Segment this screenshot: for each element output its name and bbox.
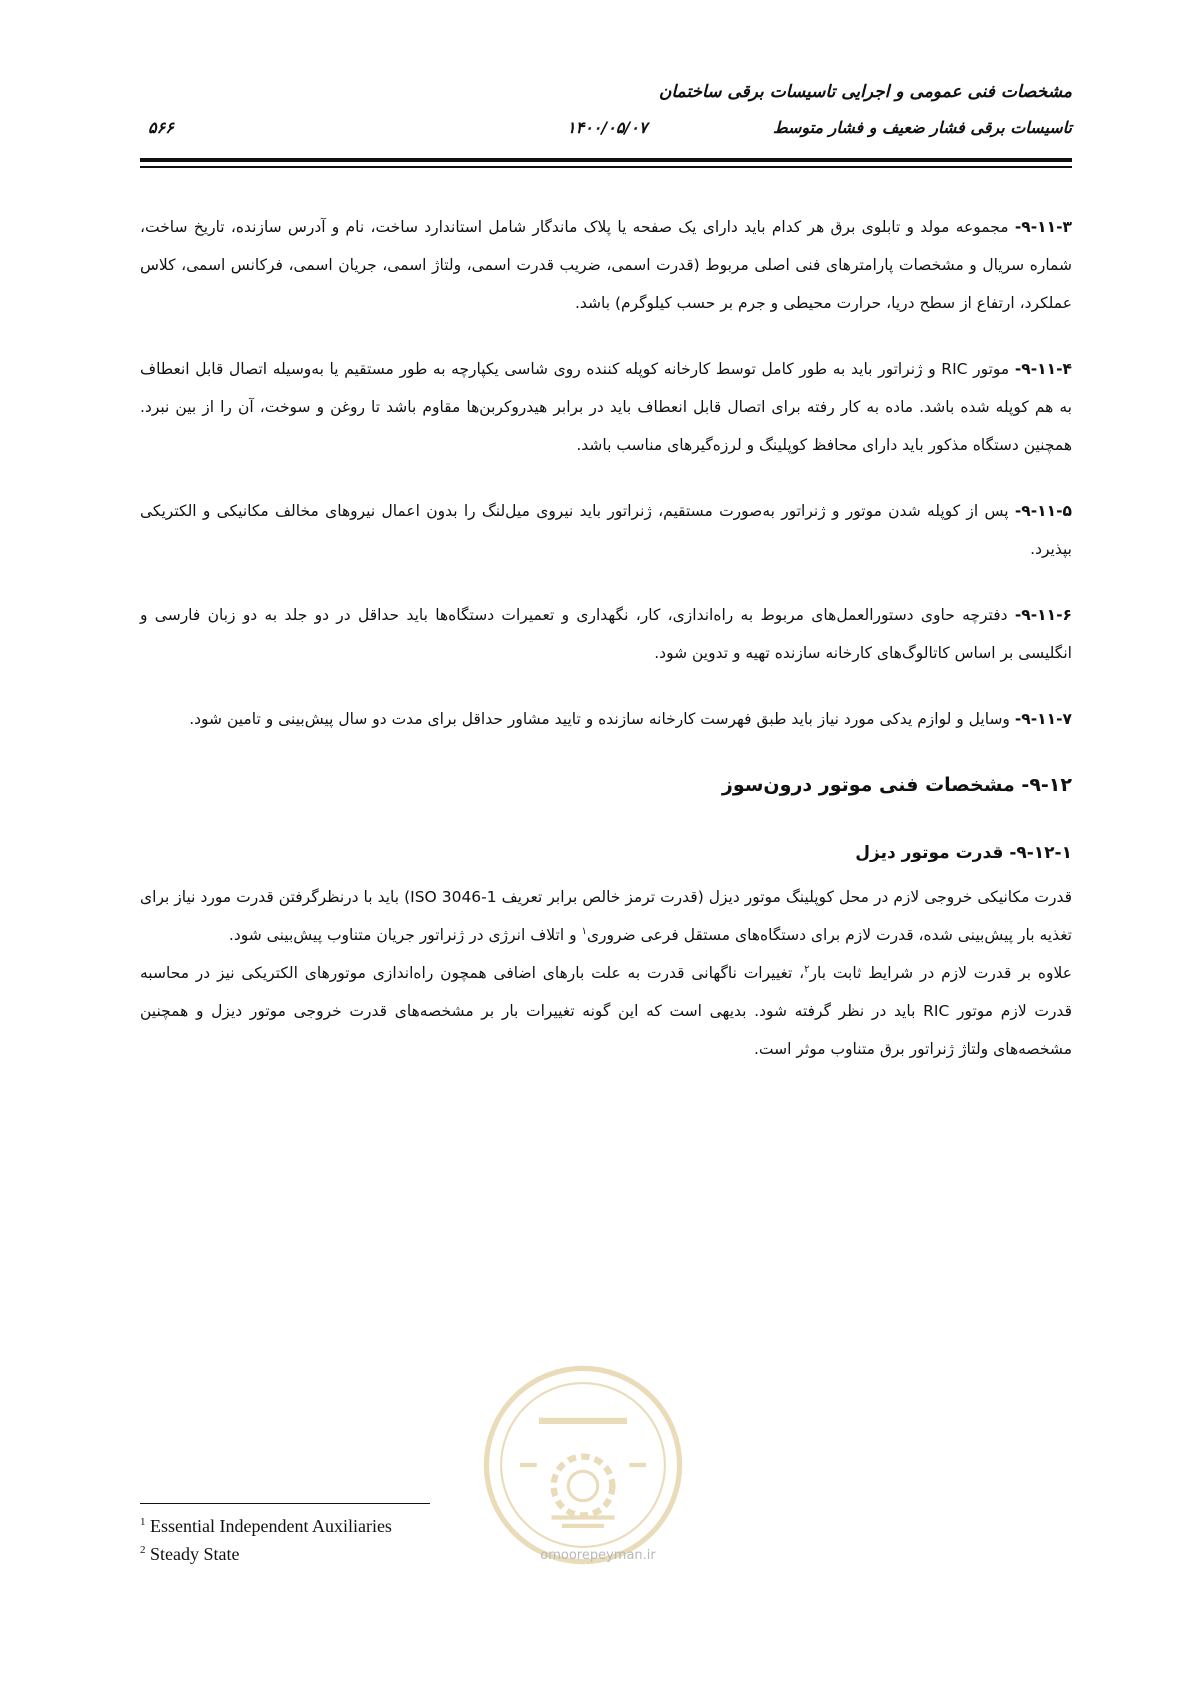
header-date: ۱۴۰۰/۰۵/۰۷ [567, 118, 648, 137]
section-title: تاسیسات برقی فشار ضعیف و فشار متوسط [772, 118, 1072, 137]
clause-text: مجموعه مولد و تابلوی برق هر کدام باید دارای یک صفحه یا پلاک ماندگار شامل استاندارد ساخت، نام و آدرس سازنده، تاریخ ساخت، شماره سریال و مشخصات پارامترهای فنی اصلی مربوط (قدرت اسمی، ضریب قدرت اسمی، ولتاژ اسمی، جریان اسمی، فرکانس اسمی، کلاس عملکرد، ارتفاع از سطح دریا، حرارت محیطی و جرم بر حسب کیلوگرم) باشد. [140, 218, 1072, 312]
page-body [140, 208, 1072, 1068]
section-heading: ۹-۱۲- مشخصات فنی موتور درون‌سوز [721, 774, 1072, 796]
paragraph-text: قدرت مکانیکی خروجی لازم در محل کوپلینگ موتور دیزل (قدرت ترمز خالص برابر تعریف ISO 3046-1) باید با درنظرگرفتن قدرت مورد نیاز برای تغذیه بار پیش‌بینی شده، قدرت لازم برای دستگاه‌های مستقل فرعی ضروری [140, 888, 1073, 944]
subsection-heading: ۹-۱۲-۱- قدرت موتور دیزل [855, 843, 1072, 863]
clause-number: ۹-۱۱-۵ [1021, 502, 1072, 520]
clause-9-11-3: ۹-۱۱-۳- مجموعه مولد و تابلوی برق هر کدام باید دارای یک صفحه یا پلاک ماندگار شامل استاندارد ساخت، نام و آدرس سازنده، تاریخ ساخت، شماره سریال و مشخصات پارامترهای فنی اصلی مربوط (قدرت اسمی، ضریب قدرت اسمی، ولتاژ اسمی، جریان اسمی، فرکانس اسمی، کلاس عملکرد، ارتفاع از سطح دریا، حرارت محیطی و جرم بر حسب کیلوگرم) باشد. [140, 218, 1072, 312]
paragraph-text: علاوه بر قدرت لازم در شرایط ثابت بار [809, 964, 1073, 982]
paragraph-text: ، تغییرات ناگهانی قدرت به علت بارهای اضافی همچون راه‌اندازی موتورهای الکتریکی نیز در محاسبه قدرت لازم موتور RIC باید در نظر گرفته شود. بدیهی است که این گونه تغییرات بار بر مشخصه‌های قدرت خروجی موتور دیزل و همچنین مشخصه‌های ولتاژ ژنراتور برق متناوب موثر است. [140, 964, 1072, 1058]
paragraph-power [140, 878, 1072, 954]
footnote-rule [140, 1503, 430, 1504]
watermark-url: omoorepeyman.ir [540, 1548, 656, 1563]
footnote-ref-2: ۲ [804, 963, 810, 975]
page-header [140, 82, 1072, 168]
clause-9-11-5: ۹-۱۱-۵- پس از کوپله شدن موتور و ژنراتور به‌صورت مستقیم، ژنراتور باید نیروی میل‌لنگ را بدون اعمال نیروهای مخالف مکانیکی و الکتریکی بپذیرد. [140, 502, 1072, 558]
header-rule-thick [140, 158, 1072, 162]
clause-text: دفترچه حاوی دستورالعمل‌های مربوط به راه‌اندازی، کار، نگهداری و تعمیرات دستگاه‌ها باید حداقل در دو جلد به دو زبان فارسی و انگلیسی بر اساس کاتالوگ‌های کارخانه سازنده تهیه و تدوین شود. [140, 606, 1072, 662]
footnote-ref-1: ۱ [581, 925, 587, 937]
clause-number: ۹-۱۱-۷ [1021, 710, 1072, 728]
book-title: مشخصات فنی عمومی و اجرایی تاسیسات برقی ساختمان [658, 82, 1072, 102]
clause-text: موتور RIC و ژنراتور باید به طور کامل توسط کارخانه کوپله کننده روی شاسی یکپارچه به طور مستقیم یا به‌وسیله اتصال قابل انعطاف به هم کوپله شده باشد. ماده به کار رفته برای اتصال قابل انعطاف باید در برابر هیدروکربن‌ها مقاوم باشد تا روغن و سوخت، آن را از بین نبرد. همچنین دستگاه مذکور باید دارای محافظ کوپلینگ و لرزه‌گیرهای مناسب باشد. [140, 360, 1072, 454]
paragraph-text: و اتلاف انرژی در ژنراتور جریان متناوب پیش‌بینی شود. [228, 926, 582, 944]
paragraph-load [140, 954, 1072, 1068]
footnote-2: $^2$ Steady State [140, 1544, 240, 1564]
clause-text: پس از کوپله شدن موتور و ژنراتور به‌صورت مستقیم، ژنراتور باید نیروی میل‌لنگ را بدون اعمال نیروهای مخالف مکانیکی و الکتریکی بپذیرد. [140, 502, 1072, 558]
clause-9-11-7: ۹-۱۱-۷- وسایل و لوازم یدکی مورد نیاز باید طبق فهرست کارخانه سازنده و تایید مشاور حداقل برای مدت دو سال پیش‌بینی و تامین شود. [189, 710, 1072, 728]
clause-number: ۹-۱۱-۴ [1021, 360, 1072, 378]
clause-text: وسایل و لوازم یدکی مورد نیاز باید طبق فهرست کارخانه سازنده و تایید مشاور حداقل برای مدت دو سال پیش‌بینی و تامین شود. [189, 710, 1015, 728]
header-rule-thin [140, 166, 1072, 168]
watermark-seal-icon [478, 1360, 688, 1570]
page-number: ۵۶۶ [148, 118, 174, 137]
clause-number: ۹-۱۱-۳ [1021, 218, 1072, 236]
clause-9-11-6: ۹-۱۱-۶- دفترچه حاوی دستورالعمل‌های مربوط به راه‌اندازی، کار، نگهداری و تعمیرات دستگاه‌ها باید حداقل در دو جلد به دو زبان فارسی و انگلیسی بر اساس کاتالوگ‌های کارخانه سازنده تهیه و تدوین شود. [140, 606, 1072, 662]
clause-number: ۹-۱۱-۶ [1021, 606, 1072, 624]
footnote-1: $^1$ Essential Independent Auxiliaries [140, 1516, 392, 1536]
footnotes [140, 1510, 392, 1566]
clause-9-11-4: ۹-۱۱-۴- موتور RIC و ژنراتور باید به طور کامل توسط کارخانه کوپله کننده روی شاسی یکپارچه به طور مستقیم یا به‌وسیله اتصال قابل انعطاف به هم کوپله شده باشد. ماده به کار رفته برای اتصال قابل انعطاف باید در برابر هیدروکربن‌ها مقاوم باشد تا روغن و سوخت، آن را از بین نبرد. همچنین دستگاه مذکور باید دارای محافظ کوپلینگ و لرزه‌گیرهای مناسب باشد. [140, 360, 1072, 454]
